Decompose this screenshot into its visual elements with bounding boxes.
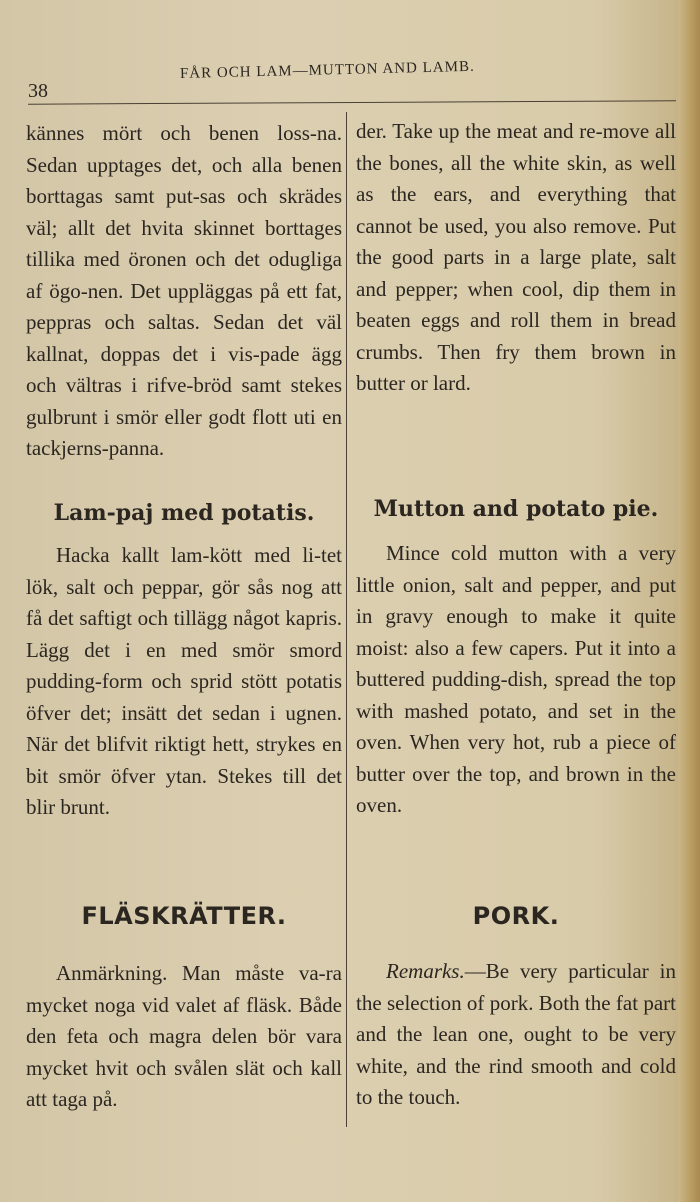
page-header — [28, 58, 678, 106]
right-intro — [356, 116, 676, 400]
right-pie-text: Mince cold mutton with a very little onion, salt and pepper, and put in gravy enough to make it quite moist: also a few capers. Put it into a buttered pudding-dish, spread the top with mashed potato, and set in the oven. When very hot, rub a piece of butter over the top, and brown in the oven. — [356, 541, 676, 817]
left-remark-block — [26, 958, 342, 1116]
right-remark-block — [356, 956, 676, 1114]
column-divider — [346, 112, 347, 1127]
page-number: 38 — [28, 80, 48, 102]
left-heading-pie: Lam-paj med potatis. — [53, 500, 315, 526]
page-edge — [678, 0, 700, 1202]
left-pie-text-block — [26, 540, 342, 824]
right-pie-text-block — [356, 538, 676, 822]
right-heading-pie: Mutton and potato pie. — [373, 496, 659, 522]
header-rule — [28, 100, 676, 104]
left-pie-text: Hacka kallt lam-kött med li-tet lök, salt och peppar, gör sås nog att få det saftigt och tillägg något kapris. Lägg det i en med smör smord pudding-form och sprid stött potatis öfver det; insätt det sedan i ugnen. När det blifvit riktigt hett, strykes en bit smör öfver ytan. Stekes till det blir brunt. — [26, 543, 342, 819]
right-section-title: PORK. — [472, 902, 560, 930]
running-head: FÅR OCH LAM—MUTTON AND LAMB. — [179, 58, 475, 82]
right-remark: —Be very particular in the selection of pork. Both the fat part and the lean one, ought to be very white, and the rind smooth and cold to the touch. — [356, 959, 676, 1109]
right-remark-label: Remarks. — [386, 959, 465, 983]
right-remark-para — [356, 956, 676, 1114]
right-intro-text: der. Take up the meat and re-move all the bones, all the white skin, as well as the ears, and everything that cannot be used, you also remove. Put the good parts in a large plate, salt and pepper; when cool, dip them in beaten eggs and roll them in bread crumbs. Then fry them brown in butter or lard. — [356, 119, 676, 395]
left-intro-text: kännes mört och benen loss-na. Sedan upptages det, och alla benen borttagas samt put-sas och skrädes väl; allt det hvita skinnet borttages tillika med öronen och det odugliga af ögo-nen. Det uppläggas på ett fat, peppras och saltas. Sedan det väl kallnat, doppas det i vis-pade ägg och vältras i rifve-bröd samt stekes gulbrunt i smör eller godt flott uti en tackjerns-panna. — [26, 121, 342, 460]
left-remark: Anmärkning. Man måste va-ra mycket noga vid valet af fläsk. Både den feta och magra delen bör vara mycket hvit och svålen slät och kall att taga på. — [26, 961, 342, 1111]
left-section-title: FLÄSKRÄTTER. — [81, 902, 287, 930]
left-intro — [26, 118, 342, 465]
